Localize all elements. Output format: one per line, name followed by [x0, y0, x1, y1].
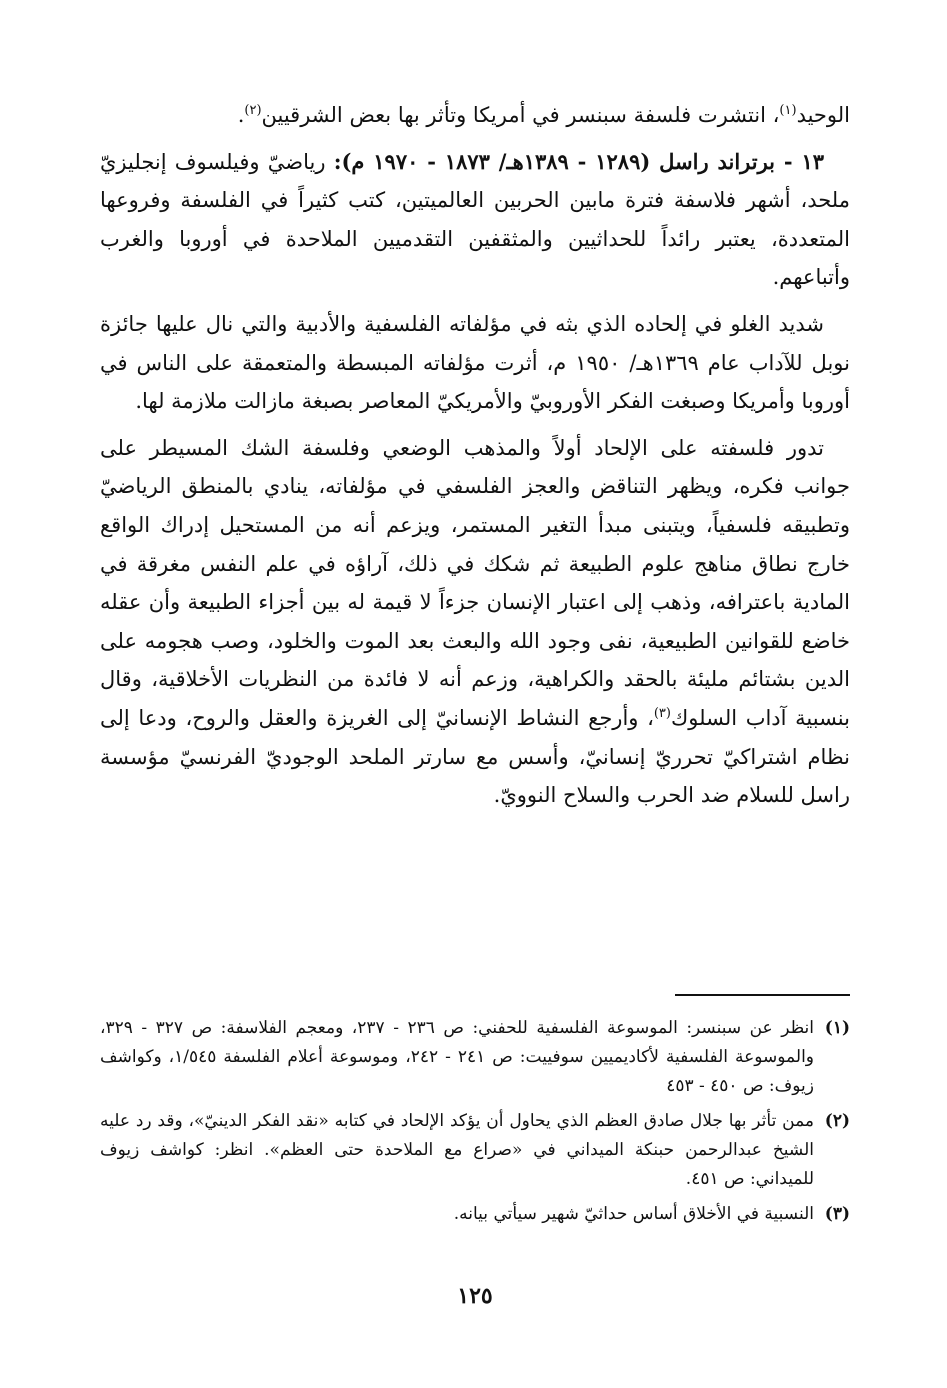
footnote-number: (٢)	[824, 1111, 850, 1131]
paragraph-3	[100, 305, 850, 421]
footnote-1	[100, 1014, 850, 1101]
paragraph-4-text-start: تدور فلسفته على الإلحاد أولاً والمذهب الوضعي وفلسفة الشك المسيطر على جوانب فكره، ويظهر التناقض والعجز الفلسفي في مؤلفاته، ينادي بالمنطق الرياضيّ وتطبيقه فلسفياً، ويتبنى مبدأ التغير المستمر، ويزعم أنه من المستحيل إدراك الواقع خارج نطاق مناهج علوم الطبيعة ثم شكك في ذلك، آراؤه في علم النفس مغرقة في المادية باعترافه، وذهب إلى اعتبار الإنسان جزءاً لا قيمة له بين أجزاء الطبيعة وأن عقله خاضع للقوانين الطبيعية، نفى وجود الله والبعث بعد الموت والخلود، وصب هجومه على الدين بشتائم مليئة بالحقد والكراهية، وزعم أنه لا فائدة من النظريات الأخلاقية، وقال بنسبية آداب السلوك	[100, 435, 850, 730]
footnote-divider	[675, 994, 850, 996]
page-number: ١٢٥	[457, 1283, 493, 1309]
paragraph-1	[100, 96, 850, 135]
paragraph-3-text: شديد الغلو في إلحاده الذي بثه في مؤلفاته الفلسفية والأدبية والتي نال عليها جائزة نوبل للآداب عام ١٣٦٩هـ/ ١٩٥٠ م، أثرت مؤلفاته المبسطة والمتعمقة على الناس في أوروبا وأمريكا وصبغت الفكر الأوروبيّ والأمريكيّ المعاصر بصبغة مازالت ملازمة لها.	[100, 311, 850, 414]
footnote-ref-3[interactable]: (٣)	[653, 705, 671, 721]
main-text	[100, 96, 850, 815]
paragraph-1-text-start: الوحيد	[796, 103, 850, 127]
paragraph-1-text-middle: ، انتشرت فلسفة سبنسر في أمريكا وتأثر بها بعض الشرقيين	[261, 103, 780, 127]
paragraph-4-text-end: ، وأرجع النشاط الإنسانيّ إلى الغريزة والعقل والروح، ودعا إلى نظام اشتراكيّ تحرريّ إنسانيّ، وأسس مع سارتر الملحد الوجوديّ الفرنسيّ مؤسسة راسل للسلام ضد الحرب والسلاح النوويّ.	[100, 705, 850, 808]
paragraph-4	[100, 429, 850, 815]
paragraph-2-text: رياضيّ وفيلسوف إنجليزيّ ملحد، أشهر فلاسفة فترة مابين الحربين العالميتين، كتب كثيراً في الفلسفة وفروعها المتعددة، يعتبر رائداً للحداثيين والمثقفين التقدميين الملاحدة في أوروبا والغرب وأتباعهم.	[100, 149, 851, 290]
entry-heading: ١٣ - برتراند راسل (١٢٨٩ - ١٣٨٩هـ/ ١٨٧٣ - ١٩٧٠ م):	[333, 148, 824, 174]
footnote-2	[100, 1107, 850, 1194]
paragraph-1-text-end: .	[237, 103, 245, 127]
footnote-ref-2[interactable]: (٢)	[244, 103, 262, 118]
paragraph-2	[100, 143, 850, 297]
footnotes	[100, 1014, 850, 1235]
footnote-number: (١)	[824, 1018, 850, 1038]
footnote-text: النسبية في الأخلاق أساس حداثيّ شهير سيأتي بيانه.	[453, 1204, 814, 1224]
footnote-text: انظر عن سبنسر: الموسوعة الفلسفية للحفني: ص ٢٣٦ - ٢٣٧، ومعجم الفلاسفة: ص ٣٢٧ - ٣٢٩، والموسوعة الفلسفية لأكاديميين سوفييت: ص ٢٤١ - ٢٤٢، وموسوعة أعلام الفلسفة ١/٥٤٥، وكواشف زيوف: ص ٤٥٠ - ٤٥٣	[100, 1018, 814, 1096]
footnote-number: (٣)	[824, 1204, 850, 1224]
footnote-text: ممن تأثر بها جلال صادق العظم الذي يحاول أن يؤكد الإلحاد في كتابه «نقد الفكر الدينيّ»، وقد رد عليه الشيخ عبدالرحمن حبنكة الميداني في «صراع مع الملاحدة حتى العظم». انظر: كواشف زيوف للميداني: ص ٤٥١.	[100, 1111, 815, 1189]
book-page	[100, 96, 850, 1366]
footnote-ref-1[interactable]: (١)	[779, 103, 797, 118]
footnote-3	[100, 1200, 850, 1229]
